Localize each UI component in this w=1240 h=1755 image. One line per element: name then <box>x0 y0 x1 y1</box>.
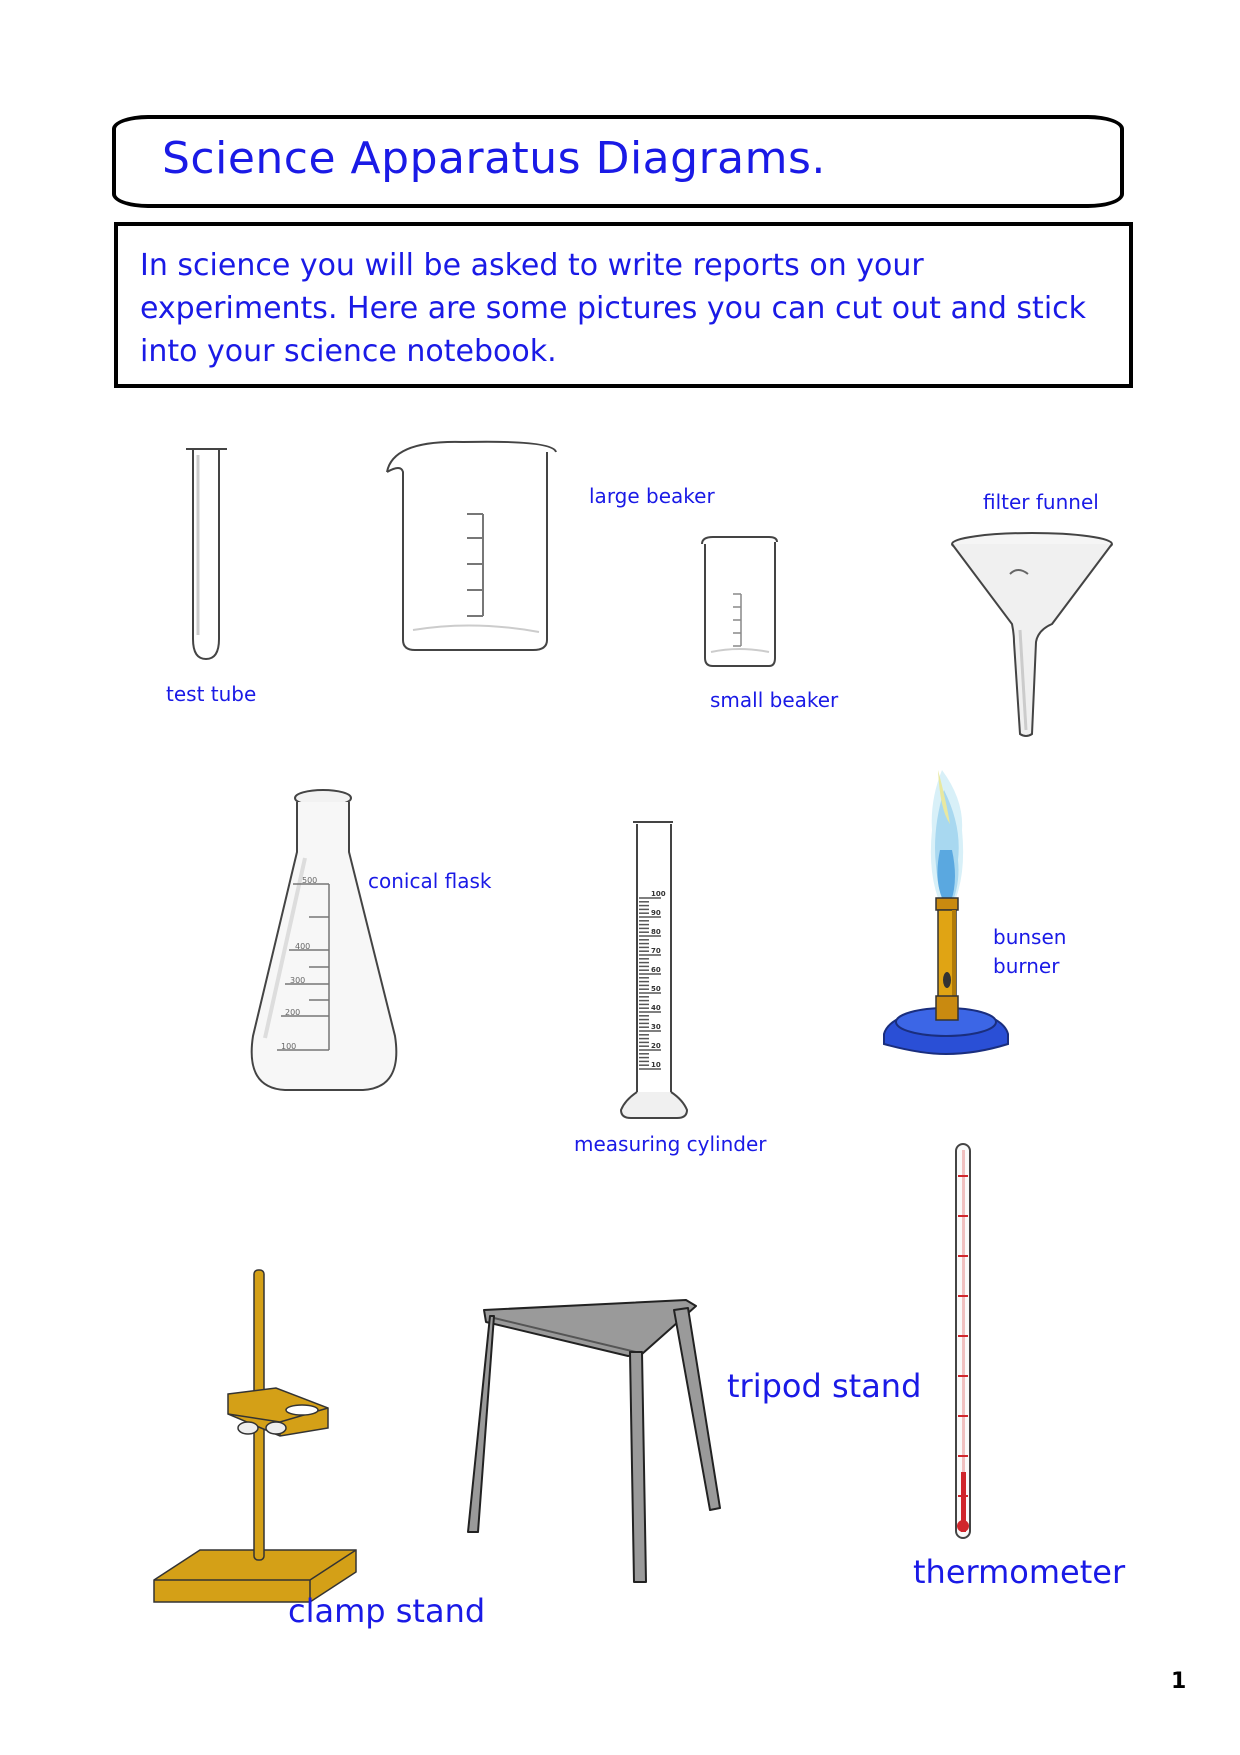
page-number: 1 <box>1171 1669 1187 1694</box>
cylinder-scale-label: 30 <box>651 1023 661 1031</box>
intro-box <box>114 222 1133 388</box>
cylinder-scale-label: 40 <box>651 1004 661 1012</box>
test-tube-image <box>183 445 233 665</box>
large-beaker-image <box>383 436 558 656</box>
cylinder-scale-label: 20 <box>651 1042 661 1050</box>
small-beaker-image <box>699 534 781 670</box>
cylinder-scale-label: 80 <box>651 928 661 936</box>
conical-flask-image <box>245 788 405 1098</box>
label-tripod-stand: tripod stand <box>727 1367 922 1405</box>
label-small-beaker: small beaker <box>710 688 839 712</box>
flask-scale-label: 500 <box>302 876 318 885</box>
clamp-stand-image <box>152 1268 362 1598</box>
flask-scale-label: 200 <box>285 1008 301 1017</box>
bunsen-burner-image <box>880 770 1010 1060</box>
label-conical-flask: conical flask <box>368 869 492 893</box>
filter-funnel-image <box>950 530 1115 740</box>
cylinder-scale-label: 10 <box>651 1061 661 1069</box>
flask-scale-label: 400 <box>295 942 311 951</box>
title-box <box>112 115 1124 208</box>
flask-scale-label: 300 <box>290 976 306 985</box>
label-filter-funnel: filter funnel <box>983 490 1099 514</box>
label-clamp-stand: clamp stand <box>288 1592 486 1630</box>
measuring-cylinder-image <box>617 820 689 1124</box>
cylinder-scale-label: 70 <box>651 947 661 955</box>
cylinder-scale-label: 90 <box>651 909 661 917</box>
label-large-beaker: large beaker <box>589 484 715 508</box>
tripod-stand-image <box>464 1296 726 1586</box>
label-thermometer: thermometer <box>913 1553 1126 1591</box>
thermometer-image <box>952 1142 976 1542</box>
page-title: Science Apparatus Diagrams. <box>162 133 826 184</box>
cylinder-scale-label: 100 <box>651 890 666 898</box>
cylinder-scale-label: 60 <box>651 966 661 974</box>
label-measuring-cylinder: measuring cylinder <box>574 1132 767 1156</box>
label-bunsen-burner-1: bunsen <box>993 925 1067 949</box>
intro-text: In science you will be asked to write reports on your experiments. Here are some pictures you can cut out and stick into your science notebook. <box>140 248 1087 369</box>
label-test-tube: test tube <box>166 682 257 706</box>
cylinder-scale-label: 50 <box>651 985 661 993</box>
flask-scale-label: 100 <box>281 1042 297 1051</box>
label-bunsen-burner-2: burner <box>993 954 1060 978</box>
